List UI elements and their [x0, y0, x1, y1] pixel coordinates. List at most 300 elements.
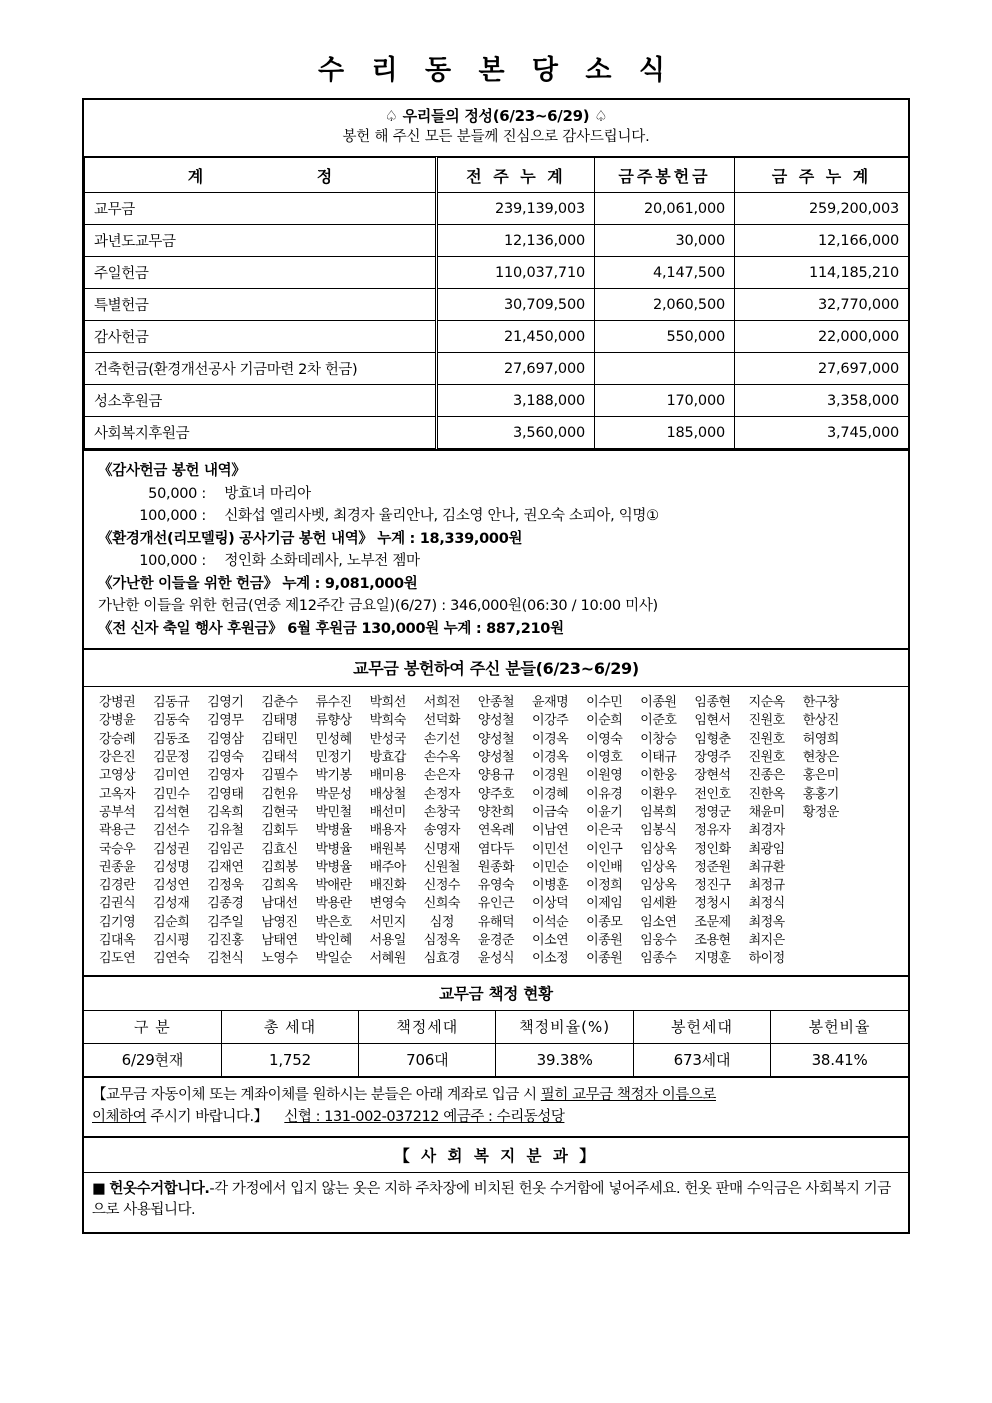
- stats-value-row: [84, 1043, 908, 1076]
- contributor-name: 배진화: [369, 878, 406, 894]
- thanks-offering-item-2: [84, 505, 908, 528]
- stats-value-cell: 6/29현재: [84, 1043, 221, 1076]
- contributor-name-blank: [848, 877, 902, 895]
- contributor-name: 임봉식: [640, 823, 677, 839]
- contributor-name: 김영태: [207, 786, 244, 802]
- finance-table: [84, 157, 909, 449]
- remodel-fund-heading: 《환경개선(리모델링) 공사기금 봉헌 내역》 누계 : 18,339,000원: [98, 530, 523, 547]
- contributor-name: 이경원: [532, 768, 569, 784]
- page-title: 수 리 동 본 당 소 식: [318, 55, 674, 86]
- contributor-name: 박인혜: [315, 933, 352, 949]
- contributor-name: 박병율: [315, 859, 352, 875]
- finance-cell-total: 114,185,210: [735, 257, 909, 289]
- contributors-grid: [84, 687, 908, 974]
- contributor-name: 김성재: [153, 896, 190, 912]
- contributor-name: 김종경: [207, 896, 244, 912]
- finance-row: [85, 225, 909, 257]
- contributor-name: 방효갑: [369, 750, 406, 766]
- finance-cell-total: 3,745,000: [735, 417, 909, 449]
- contributor-name: 고옥자: [98, 786, 136, 802]
- contributor-name: 김태명: [261, 713, 298, 729]
- contributor-name: 홍홍기: [802, 786, 839, 802]
- stats-header-cell: 구 분: [84, 1011, 221, 1044]
- contributor-name: 남영진: [261, 914, 298, 930]
- contributor-name: 정영군: [694, 804, 731, 820]
- contributor-name: 이경옥: [532, 731, 569, 747]
- stats-header-cell: 책정비율(%): [496, 1011, 633, 1044]
- contributor-name-blank: [848, 712, 902, 730]
- contributor-name-blank: [848, 749, 902, 767]
- finance-cell-prev: 3,188,000: [437, 385, 595, 417]
- finance-row: [85, 353, 909, 385]
- contributor-name: 이경옥: [532, 750, 569, 766]
- finance-cell-week: 2,060,500: [595, 289, 735, 321]
- contributor-name: 한상진: [802, 713, 839, 729]
- contributor-name: 서혜원: [369, 951, 406, 967]
- bulletin-frame: [82, 98, 910, 1234]
- contributor-name: 박민철: [315, 804, 352, 820]
- contributor-name-blank: [848, 859, 902, 877]
- contributor-name: 최지은: [748, 933, 785, 949]
- contributor-name: 하이정: [748, 951, 785, 967]
- finance-cell-label: 사회복지후원금: [85, 417, 437, 449]
- contributor-name: 이순희: [586, 713, 623, 729]
- contributor-name: 김주일: [207, 914, 244, 930]
- contributor-name-blank: [848, 950, 902, 968]
- contributor-name-blank: [794, 841, 848, 859]
- contributor-name: 정유자: [694, 823, 731, 839]
- finance-cell-prev: 27,697,000: [437, 353, 595, 385]
- finance-cell-week: 185,000: [595, 417, 735, 449]
- contributor-name: 김회두: [261, 823, 298, 839]
- finance-row: [85, 321, 909, 353]
- contributor-name: 서민지: [369, 914, 406, 930]
- contributor-name-blank: [848, 895, 902, 913]
- contributor-name: 최규환: [748, 859, 785, 875]
- finance-cell-week: 170,000: [595, 385, 735, 417]
- contributor-name: 황정운: [802, 804, 839, 820]
- contributor-name: 김미연: [153, 768, 190, 784]
- finance-cell-week: 550,000: [595, 321, 735, 353]
- contributor-name: 강은진: [98, 750, 136, 766]
- contributor-name: 민성혜: [315, 731, 352, 747]
- contributor-name: 김민수: [153, 786, 190, 802]
- finance-cell-total: 259,200,003: [735, 193, 909, 225]
- contributor-name: 정청시: [694, 896, 731, 912]
- contributor-name: 곽용근: [98, 823, 136, 839]
- contributor-name: 조문제: [694, 914, 731, 930]
- contributor-name: 민정기: [315, 750, 352, 766]
- contributor-name: 배미용: [369, 768, 406, 784]
- contributor-name: 이유경: [586, 786, 623, 802]
- contributor-name: 임형춘: [694, 731, 731, 747]
- contributor-name-blank: [794, 914, 848, 932]
- col-header-account-left: 계: [187, 166, 204, 186]
- contributor-name: 진종은: [748, 768, 785, 784]
- contributor-name: 박희선: [369, 695, 406, 711]
- contributor-name: 박은호: [315, 914, 352, 930]
- finance-cell-label: 건축헌금(환경개선공사 기금마련 2차 헌금): [85, 353, 437, 385]
- contributor-name: 최경자: [748, 823, 785, 839]
- contributor-name: 김옥희: [207, 804, 244, 820]
- contributor-name: 박일순: [315, 951, 352, 967]
- contributor-name-blank: [794, 822, 848, 840]
- contributor-name: 이종원: [640, 695, 677, 711]
- contributor-name: 지순옥: [748, 695, 785, 711]
- contributor-name: 이소연: [532, 933, 569, 949]
- finance-cell-week: 4,147,500: [595, 257, 735, 289]
- contributor-name-blank: [848, 822, 902, 840]
- stats-header-cell: 봉헌비율: [771, 1011, 908, 1044]
- contributor-name: 고영상: [98, 768, 136, 784]
- contributor-name-blank: [848, 694, 902, 712]
- contributor-name: 김현국: [261, 804, 298, 820]
- contributor-name: 이은국: [586, 823, 623, 839]
- contributor-name: 김동숙: [153, 713, 190, 729]
- contributor-name: 김효신: [261, 841, 298, 857]
- finance-cell-week: [595, 353, 735, 385]
- feast-support-heading: 《전 신자 축일 행사 후원금》 6월 후원금 130,000원 누계 : 887,210원: [98, 620, 564, 637]
- stats-header-cell: 봉헌세대: [633, 1011, 770, 1044]
- col-header-prev-total: 전 주 누 계: [437, 158, 595, 193]
- contributor-name: 진한옥: [748, 786, 785, 802]
- col-header-account-right: 정: [316, 166, 333, 186]
- contributor-name: 임복희: [640, 804, 677, 820]
- contributor-name: 김선수: [153, 823, 190, 839]
- notice-text-part-2: 주시기 바랍니다.】: [146, 1109, 268, 1126]
- contributor-name: 이준호: [640, 713, 677, 729]
- contributor-name: 이종원: [586, 951, 623, 967]
- contributor-name: 이강주: [532, 713, 569, 729]
- contributor-name: 이태규: [640, 750, 677, 766]
- contributor-name: 허영희: [802, 731, 839, 747]
- finance-cell-label: 감사헌금: [85, 321, 437, 353]
- contributor-name: 윤재명: [532, 695, 569, 711]
- contributor-name: 이금숙: [532, 804, 569, 820]
- contributor-name: 신희숙: [423, 896, 460, 912]
- notice-text-part-1: 【교무금 자동이체 또는 계좌이체를 원하시는 분들은 아래 계좌로 입금 시: [92, 1086, 541, 1103]
- contributor-name: 양주호: [477, 786, 515, 802]
- contributor-name: 이상덕: [532, 896, 569, 912]
- contributor-name: 변영숙: [369, 896, 406, 912]
- stats-heading: 교무금 책정 현황: [84, 975, 908, 1011]
- contributor-name: 임상옥: [640, 859, 677, 875]
- notice-underline-part-1: 필히 교무금 책정자 이름으로: [540, 1086, 716, 1103]
- thanks-amount-1: 50,000 :: [148, 485, 206, 502]
- contributor-name: 유해덕: [477, 914, 515, 930]
- contributor-name-blank: [848, 804, 902, 822]
- contributor-name: 이민선: [532, 841, 569, 857]
- contributor-name: 김도연: [98, 951, 136, 967]
- contributor-name: 이종원: [586, 933, 623, 949]
- finance-cell-label: 교무금: [85, 193, 437, 225]
- col-header-account: [85, 158, 437, 193]
- stats-header-row: [84, 1011, 908, 1044]
- offering-subtitle: 봉헌 해 주신 모든 분들께 진심으로 감사드립니다.: [342, 129, 650, 146]
- contributor-name: 임소연: [640, 914, 677, 930]
- finance-row: [85, 257, 909, 289]
- contributor-name: 배상철: [369, 786, 406, 802]
- finance-cell-label: 특별헌금: [85, 289, 437, 321]
- contributor-name: 김천식: [207, 951, 244, 967]
- contributor-name: 선덕화: [423, 713, 460, 729]
- offering-title: ♤ 우리들의 정성(6/23~6/29) ♤: [384, 106, 608, 125]
- contributor-name: 손수옥: [423, 750, 460, 766]
- notice-underline-part-2: 이체하여: [92, 1109, 147, 1126]
- contributor-name: 반성국: [369, 731, 406, 747]
- contributor-name: 김태석: [261, 750, 298, 766]
- contributor-name: 이제임: [586, 896, 623, 912]
- contributor-name: 진원호: [748, 750, 785, 766]
- finance-cell-total: 12,166,000: [735, 225, 909, 257]
- contributor-name: 배주아: [369, 859, 406, 875]
- finance-cell-prev: 12,136,000: [437, 225, 595, 257]
- contributor-name: 김동규: [153, 695, 190, 711]
- contributor-name: 김영자: [207, 768, 244, 784]
- contributor-name: 박용란: [315, 896, 352, 912]
- stats-value-cell: 38.41%: [771, 1043, 908, 1076]
- contributor-name: 심정옥: [423, 933, 460, 949]
- contributor-name: 이수민: [586, 695, 623, 711]
- contributor-name: 임웅수: [640, 933, 677, 949]
- finance-cell-total: 22,000,000: [735, 321, 909, 353]
- contributor-name: 김영숙: [207, 750, 244, 766]
- contributor-name: 이인구: [586, 841, 623, 857]
- contributor-name: 최정규: [748, 878, 785, 894]
- contributor-name: 배원복: [369, 841, 406, 857]
- square-bullet-icon: ■: [92, 1180, 106, 1197]
- finance-cell-total: 3,358,000: [735, 385, 909, 417]
- finance-cell-week: 30,000: [595, 225, 735, 257]
- contributor-name: 손창국: [423, 804, 460, 820]
- contributor-name: 이영호: [586, 750, 623, 766]
- contributor-name: 김태민: [261, 731, 298, 747]
- stats-header-cell: 책정세대: [359, 1011, 496, 1044]
- remodel-names-1: 정인화 소화데레사, 노부전 젬마: [224, 553, 420, 570]
- finance-row: [85, 193, 909, 225]
- contributor-name: 이원영: [586, 768, 623, 784]
- contributor-name: 김희봉: [261, 859, 298, 875]
- contributor-name: 이정희: [586, 878, 623, 894]
- col-header-this-total: 금 주 누 계: [735, 158, 909, 193]
- contributor-name: 손기선: [423, 731, 460, 747]
- finance-cell-prev: 3,560,000: [437, 417, 595, 449]
- contributor-name-blank: [848, 767, 902, 785]
- contributor-name: 박병율: [315, 841, 352, 857]
- contributor-name: 김영기: [207, 695, 244, 711]
- contributor-name: 이종모: [586, 914, 623, 930]
- contributor-name: 이병훈: [532, 878, 569, 894]
- contributor-name: 심정: [429, 914, 454, 930]
- contributor-name: 박문성: [315, 786, 352, 802]
- offering-details: [84, 449, 908, 648]
- contributor-name: 김권식: [98, 896, 136, 912]
- contributor-name: 이석순: [532, 914, 569, 930]
- contributor-name: 안종철: [477, 695, 515, 711]
- contributor-name: 김헌유: [261, 786, 298, 802]
- remodel-amount-1: 100,000 :: [139, 553, 206, 570]
- contributor-name: 송영자: [423, 823, 460, 839]
- contributor-name: 최정식: [748, 896, 785, 912]
- contributor-name: 정진구: [694, 878, 731, 894]
- finance-cell-week: 20,061,000: [595, 193, 735, 225]
- contributor-name: 김성명: [153, 859, 190, 875]
- finance-cell-total: 27,697,000: [735, 353, 909, 385]
- contributor-name: 김유철: [207, 823, 244, 839]
- finance-cell-total: 32,770,000: [735, 289, 909, 321]
- contributor-name: 전인호: [694, 786, 731, 802]
- contributor-name: 김석현: [153, 804, 190, 820]
- contributor-name: 김임곤: [207, 841, 244, 857]
- contributor-name: 신정수: [423, 878, 460, 894]
- contributor-name-blank: [794, 877, 848, 895]
- contributor-name: 염다두: [477, 841, 515, 857]
- contributor-name: 유영숙: [477, 878, 515, 894]
- contributor-name: 서희전: [423, 695, 460, 711]
- account-transfer-notice: [84, 1076, 908, 1136]
- contributor-name: 양성철: [477, 750, 515, 766]
- contributor-name: 노영수: [261, 951, 298, 967]
- thanks-names-1: 방효녀 마리아: [224, 485, 311, 502]
- contributor-name: 이창승: [640, 731, 677, 747]
- finance-cell-label: 과년도교무금: [85, 225, 437, 257]
- contributor-name: 김연숙: [153, 951, 190, 967]
- contributor-name: 김재연: [207, 859, 244, 875]
- contributor-name: 정인화: [694, 841, 731, 857]
- finance-row: [85, 417, 909, 449]
- contributors-heading: 교무금 봉헌하여 주신 분들(6/23~6/29): [84, 648, 908, 687]
- contributor-name: 공부석: [98, 804, 136, 820]
- contributor-name: 권종윤: [98, 859, 136, 875]
- welfare-notice: [84, 1172, 908, 1233]
- contributor-name: 지명훈: [694, 951, 731, 967]
- contributor-name: 이경혜: [532, 786, 569, 802]
- contributor-name: 현창은: [802, 750, 839, 766]
- contributor-name: 임상옥: [640, 841, 677, 857]
- contributor-name: 배선미: [369, 804, 406, 820]
- contributor-name: 장현석: [694, 768, 731, 784]
- finance-cell-label: 주일헌금: [85, 257, 437, 289]
- contributor-name: 김영삼: [207, 731, 244, 747]
- contributor-name: 김정욱: [207, 878, 244, 894]
- contributor-name-blank: [848, 914, 902, 932]
- contributor-name: 윤경준: [477, 933, 515, 949]
- contributor-name-blank: [848, 841, 902, 859]
- contributor-name: 양성철: [477, 713, 515, 729]
- contributor-name: 김시평: [153, 933, 190, 949]
- contributor-name: 이환우: [640, 786, 677, 802]
- contributor-name-blank: [848, 932, 902, 950]
- contributor-name-blank: [794, 932, 848, 950]
- contributor-name: 이윤기: [586, 804, 623, 820]
- contributor-name: 서용일: [369, 933, 406, 949]
- poor-offering-heading: 《가난한 이들을 위한 헌금》 누계 : 9,081,000원: [98, 575, 418, 592]
- stats-value-cell: 1,752: [221, 1043, 358, 1076]
- col-header-this-week: 금주봉헌금: [595, 158, 735, 193]
- contributor-name: 배용자: [369, 823, 406, 839]
- contributor-name: 김대옥: [98, 933, 136, 949]
- contributor-name: 이영숙: [586, 731, 623, 747]
- contributor-name: 이남연: [532, 823, 569, 839]
- thanks-offering-heading: 《감사헌금 봉헌 내역》: [98, 463, 246, 480]
- thanks-amount-2: 100,000 :: [139, 508, 206, 525]
- contributor-name: 심효경: [423, 951, 460, 967]
- finance-cell-prev: 110,037,710: [437, 257, 595, 289]
- contributor-name: 박기봉: [315, 768, 352, 784]
- contributor-name: 강병윤: [98, 713, 136, 729]
- contributor-name: 김희옥: [261, 878, 298, 894]
- contributor-name: 임현서: [694, 713, 731, 729]
- contributor-name: 손은자: [423, 768, 460, 784]
- contributor-name: 강승례: [98, 731, 136, 747]
- contributor-name: 임종현: [694, 695, 731, 711]
- contributor-name: 진원호: [748, 731, 785, 747]
- finance-cell-prev: 239,139,003: [437, 193, 595, 225]
- contributor-name: 이인배: [586, 859, 623, 875]
- finance-table-header-row: [85, 158, 909, 193]
- finance-cell-prev: 21,450,000: [437, 321, 595, 353]
- contributor-name: 김성연: [153, 878, 190, 894]
- contributor-name: 한구창: [802, 695, 839, 711]
- finance-row: [85, 289, 909, 321]
- contributor-name: 김경란: [98, 878, 136, 894]
- finance-cell-prev: 30,709,500: [437, 289, 595, 321]
- stats-value-cell: 39.38%: [496, 1043, 633, 1076]
- contributor-name: 진원호: [748, 713, 785, 729]
- contributor-name: 연옥례: [477, 823, 515, 839]
- contributor-name-blank: [794, 859, 848, 877]
- contributor-name: 이민순: [532, 859, 569, 875]
- offering-header: [84, 100, 908, 158]
- contributor-name: 이한웅: [640, 768, 677, 784]
- contributor-name: 장영주: [694, 750, 731, 766]
- contributor-name: 국승우: [98, 841, 136, 857]
- contributor-name: 신명재: [423, 841, 460, 857]
- contributor-name-blank: [794, 950, 848, 968]
- contributor-name: 정준원: [694, 859, 731, 875]
- poor-offering-detail: 가난한 이들을 위한 헌금(연중 제12주간 금요일)(6/27) : 346,000원(06:30 / 10:00 미사): [98, 598, 658, 615]
- contributor-name: 박애란: [315, 878, 352, 894]
- contributor-name: 채윤미: [748, 804, 785, 820]
- thanks-names-2: 신화섭 엘리사벳, 최경자 율리안나, 김소영 안나, 권오숙 소피아, 익명①: [224, 508, 659, 525]
- contributor-name: 유인근: [477, 896, 515, 912]
- contributor-name: 남태연: [261, 933, 298, 949]
- contributor-name: 강병권: [98, 695, 136, 711]
- contributor-name: 김순희: [153, 914, 190, 930]
- contributor-name: 김영무: [207, 713, 244, 729]
- welfare-section-title: 【 사 회 복 지 분 과 】: [84, 1136, 908, 1172]
- contributor-name: 박병율: [315, 823, 352, 839]
- stats-value-cell: 706대: [359, 1043, 496, 1076]
- contributor-name: 양찬희: [477, 804, 515, 820]
- contributor-name: 양용규: [477, 768, 515, 784]
- contributor-name: 양성철: [477, 731, 515, 747]
- finance-cell-label: 성소후원금: [85, 385, 437, 417]
- contributor-name: 임종수: [640, 951, 677, 967]
- contributor-name: 김진홍: [207, 933, 244, 949]
- remodel-fund-item-1: [84, 550, 908, 573]
- contributor-name: 김필수: [261, 768, 298, 784]
- contributor-name: 김성권: [153, 841, 190, 857]
- contributor-name-blank: [848, 731, 902, 749]
- welfare-notice-title: 헌옷수거합니다.: [109, 1180, 210, 1197]
- contributor-name: 손정자: [423, 786, 460, 802]
- contributor-name: 최정옥: [748, 914, 785, 930]
- thanks-offering-item-1: [84, 483, 908, 506]
- contributor-name-blank: [794, 895, 848, 913]
- contributor-name: 임상옥: [640, 878, 677, 894]
- contributor-name: 남대선: [261, 896, 298, 912]
